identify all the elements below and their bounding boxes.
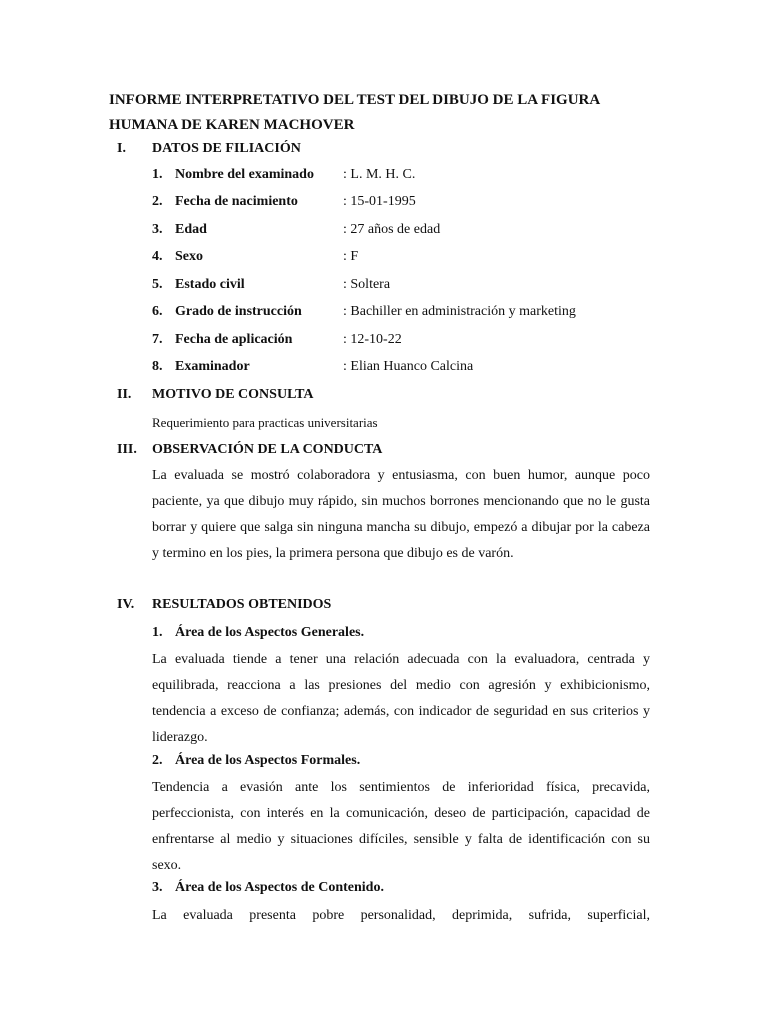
field-number: 8.	[152, 359, 163, 374]
field-label: Nombre del examinado	[175, 167, 314, 182]
subsection-text: Tendencia a evasión ante los sentimientos de inferioridad física, precavida, perfeccionista, con interés en la comunicación, deseo de participación, capacidad de enfrentarse al medio y situaciones difíciles, sensible y falta de identificación con su sexo.	[152, 780, 650, 873]
subsection-number: 3.	[152, 880, 163, 895]
field-label: Fecha de nacimiento	[175, 194, 298, 209]
field-number: 6.	[152, 304, 163, 319]
subsection-title: Área de los Aspectos Formales.	[175, 753, 361, 768]
field-value: : 12-10-22	[343, 332, 402, 347]
section-number: I.	[117, 141, 126, 156]
section-number: IV.	[117, 597, 135, 612]
subsection-paragraph	[152, 647, 650, 751]
document-title-line1: INFORME INTERPRETATIVO DEL TEST DEL DIBUJO DE LA FIGURA	[109, 92, 601, 108]
observacion-paragraph	[152, 463, 650, 567]
field-number: 7.	[152, 332, 163, 347]
subsection-title: Área de los Aspectos de Contenido.	[175, 880, 384, 895]
field-label: Sexo	[175, 249, 203, 264]
subsection-title: Área de los Aspectos Generales.	[175, 625, 365, 640]
field-number: 2.	[152, 194, 163, 209]
field-value: : Bachiller en administración y marketing	[343, 304, 576, 319]
field-value: : 27 años de edad	[343, 222, 441, 237]
document-title-line2: HUMANA DE KAREN MACHOVER	[109, 117, 355, 133]
section-title-filiacion: DATOS DE FILIACIÓN	[152, 141, 301, 156]
field-label: Examinador	[175, 359, 250, 374]
field-label: Grado de instrucción	[175, 304, 302, 319]
section-title-resultados: RESULTADOS OBTENIDOS	[152, 597, 332, 612]
motivo-text: Requerimiento para practicas universitarias	[152, 415, 378, 430]
field-value: : L. M. H. C.	[343, 167, 416, 182]
field-label: Estado civil	[175, 277, 245, 292]
subsection-paragraph	[152, 903, 650, 929]
field-label: Edad	[175, 222, 207, 237]
field-number: 1.	[152, 167, 163, 182]
field-number: 5.	[152, 277, 163, 292]
field-value: : 15-01-1995	[343, 194, 416, 209]
field-value: : F	[343, 249, 359, 264]
section-number: III.	[117, 442, 137, 457]
subsection-text: La evaluada tiende a tener una relación adecuada con la evaluadora, centrada y equilibrada, reacciona a las presiones del medio con agresión y exhibicionismo, tendencia a exceso de confianza; además, con indicador de seguridad en sus criterios y liderazgo.	[152, 652, 650, 745]
section-title-observacion: OBSERVACIÓN DE LA CONDUCTA	[152, 442, 383, 457]
field-label: Fecha de aplicación	[175, 332, 293, 347]
observacion-text: La evaluada se mostró colaboradora y entusiasma, con buen humor, aunque poco paciente, ya que dibujo muy rápido, sin muchos borrones mencionando que no le gusta borrar y quiere que salga sin ninguna mancha su dibujo, empezó a dibujar por la cabeza y termino en los pies, la primera persona que dibujo es de varón.	[152, 468, 650, 561]
subsection-paragraph	[152, 775, 650, 879]
subsection-text: La evaluada presenta pobre personalidad, deprimida, sufrida, superficial,	[152, 908, 650, 923]
field-number: 4.	[152, 249, 163, 264]
subsection-number: 2.	[152, 753, 163, 768]
field-value: : Elian Huanco Calcina	[343, 359, 474, 374]
section-title-motivo: MOTIVO DE CONSULTA	[152, 387, 314, 402]
section-number: II.	[117, 387, 132, 402]
field-number: 3.	[152, 222, 163, 237]
subsection-number: 1.	[152, 625, 163, 640]
field-value: : Soltera	[343, 277, 391, 292]
